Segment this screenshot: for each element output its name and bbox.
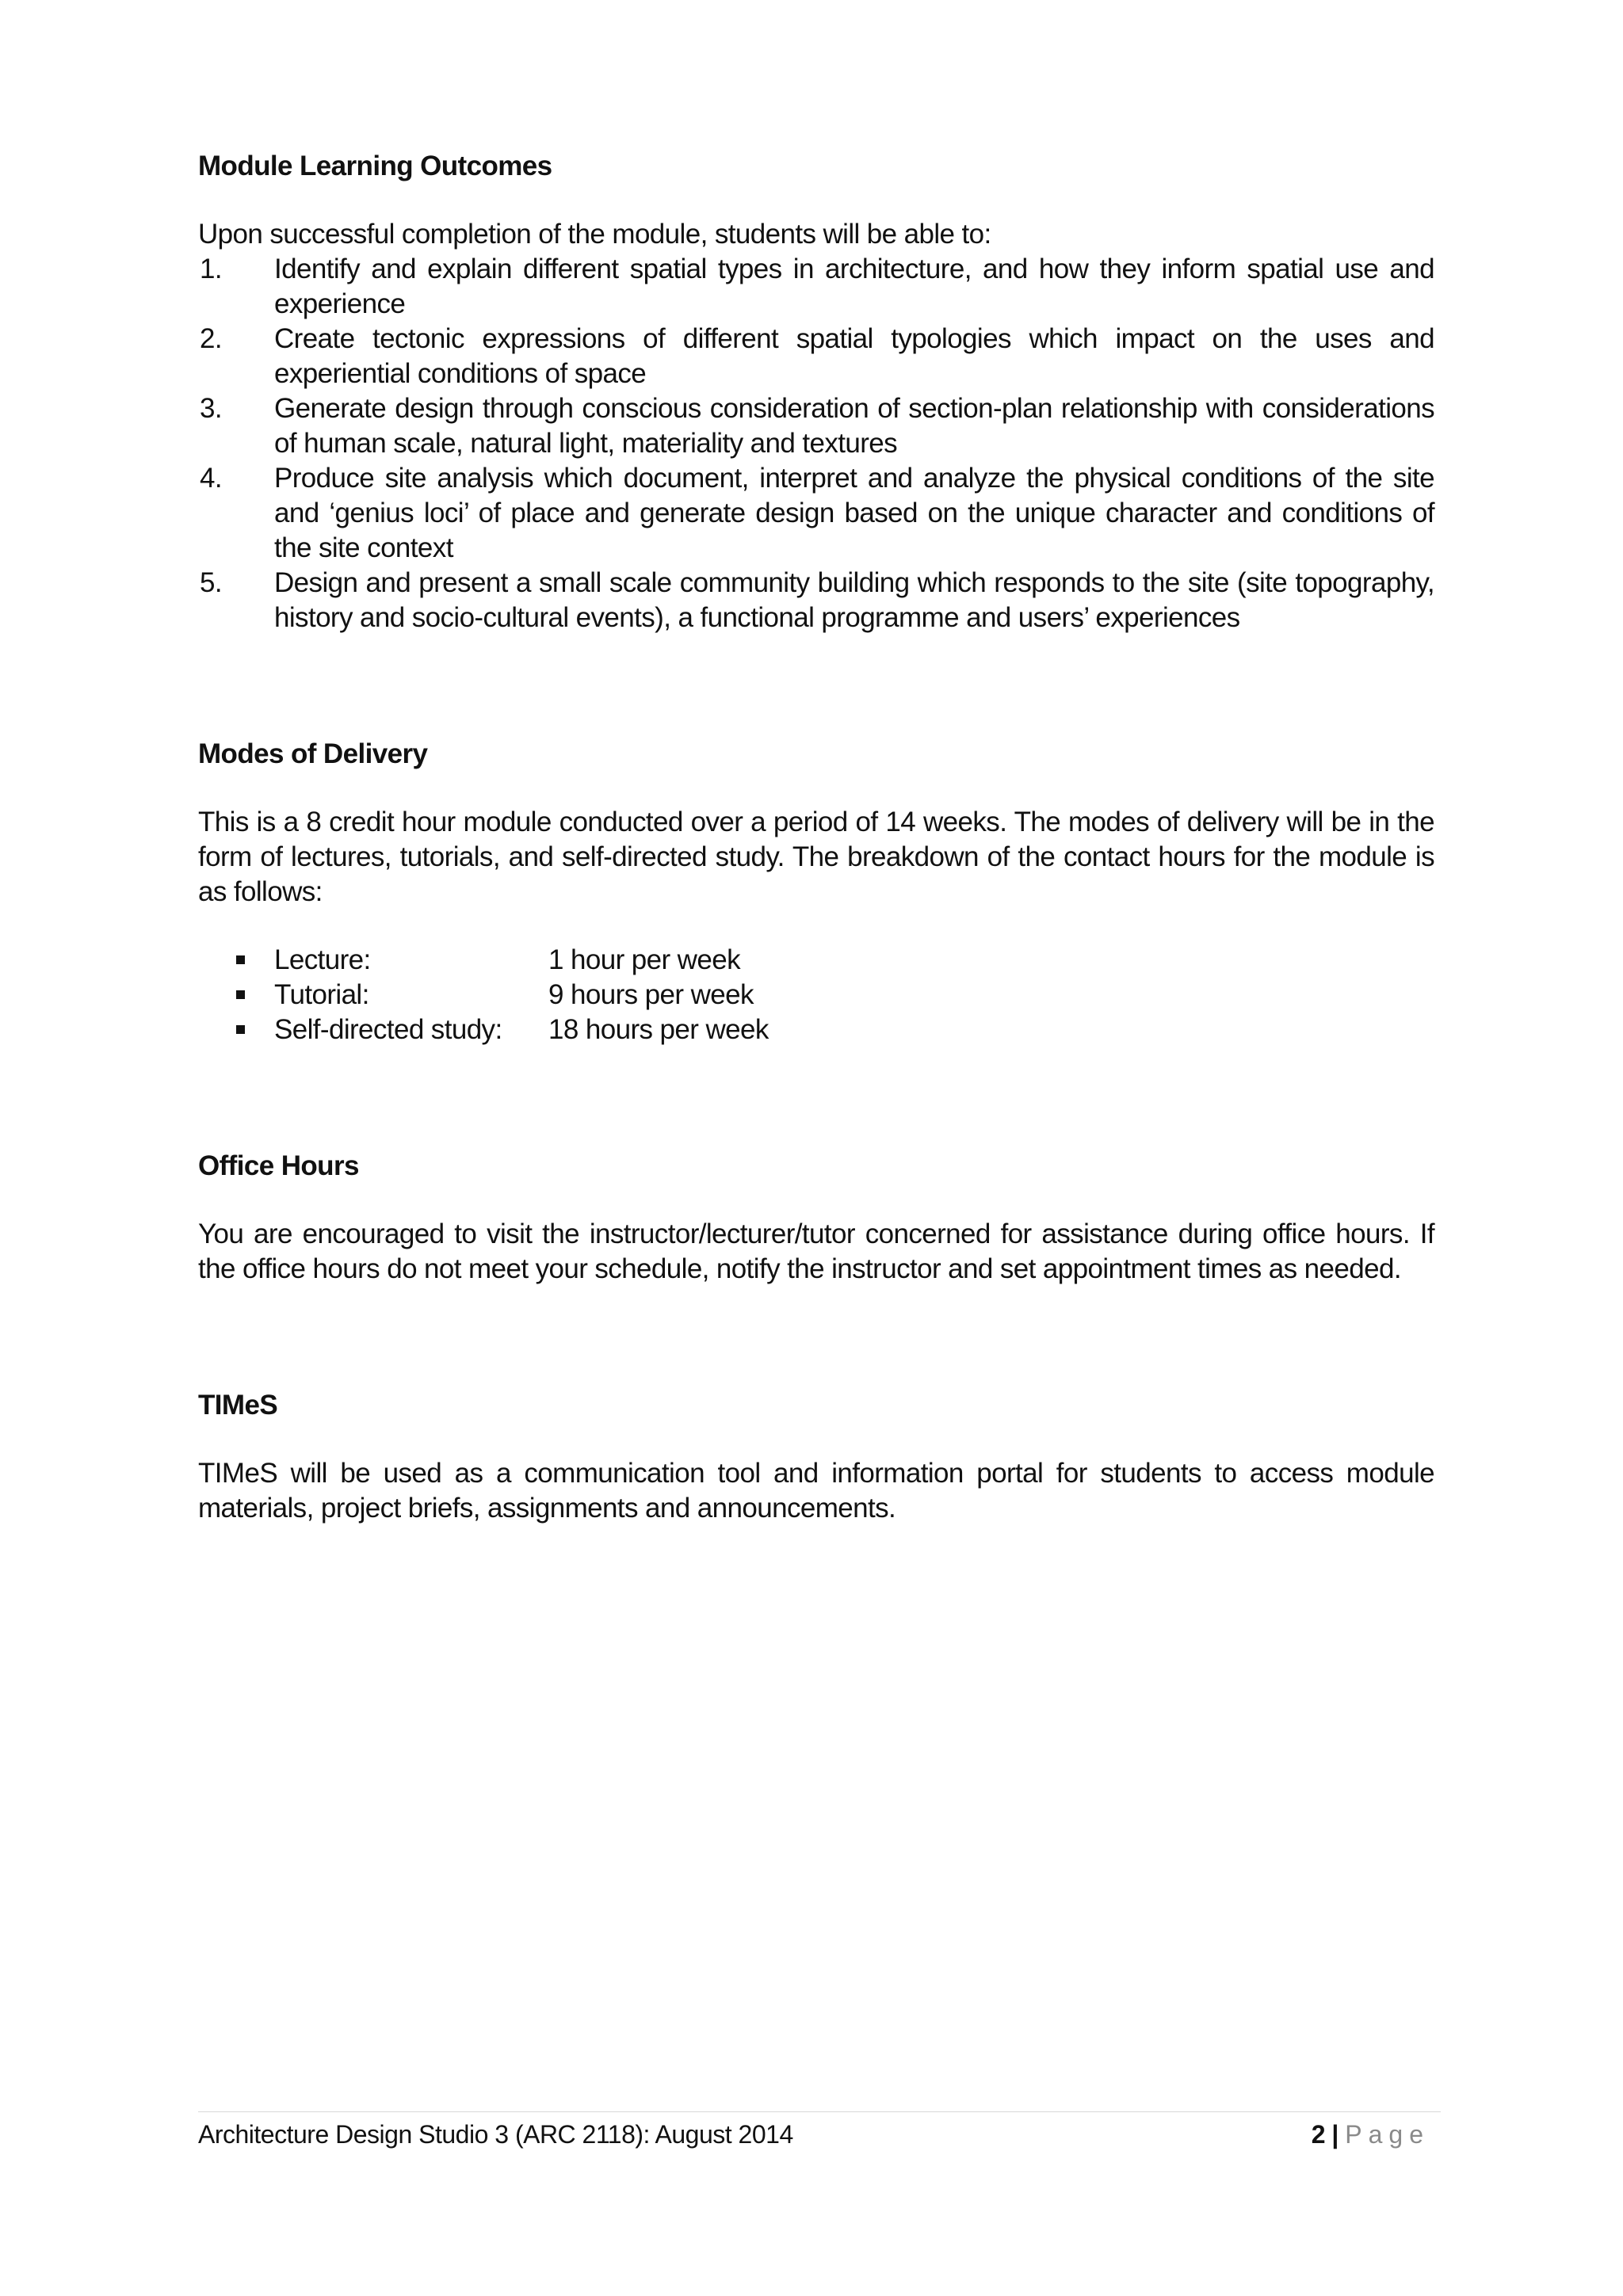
page-word: Page bbox=[1345, 2120, 1430, 2149]
list-item bbox=[236, 978, 1434, 1013]
list-number: 4. bbox=[200, 463, 222, 494]
list-item-text: Design and present a small scale community building which responds to the site (site topography, history and socio-cultural events), a functional programme and users’ experiences bbox=[274, 567, 1434, 633]
list-item bbox=[198, 391, 1434, 461]
list-item-text: Produce site analysis which document, interpret and analyze the physical conditions of the site and ‘genius loci’ of place and generate design based on the unique character and conditions of the site context bbox=[274, 463, 1434, 563]
outcomes-list bbox=[198, 252, 1434, 635]
item-label: Lecture: bbox=[274, 944, 371, 975]
list-number: 2. bbox=[200, 323, 222, 354]
body-paragraph: This is a 8 credit hour module conducted over a period of 14 weeks. The modes of delivery will be in the form of lectures, tutorials, and self-directed study. The breakdown of the contact hours for the module is as follows: bbox=[198, 807, 1434, 907]
list-item bbox=[236, 943, 1434, 978]
item-value: 9 hours per week bbox=[548, 979, 754, 1010]
page-footer bbox=[198, 2111, 1441, 2149]
list-number: 5. bbox=[200, 567, 222, 598]
list-item bbox=[198, 322, 1434, 391]
section-learning-outcomes bbox=[198, 149, 1434, 635]
list-item bbox=[198, 252, 1434, 322]
item-value: 1 hour per week bbox=[548, 944, 740, 975]
footer-course-title: Architecture Design Studio 3 (ARC 2118): August 2014 bbox=[198, 2120, 793, 2149]
section-heading: Modes of Delivery bbox=[198, 738, 428, 769]
item-label: Tutorial: bbox=[274, 979, 369, 1010]
item-value: 18 hours per week bbox=[548, 1014, 769, 1045]
list-number: 3. bbox=[200, 393, 222, 424]
section-heading: TIMeS bbox=[198, 1390, 278, 1421]
body-paragraph: TIMeS will be used as a communication tool and information portal for students to access module materials, project briefs, assignments and announcements. bbox=[198, 1458, 1434, 1524]
list-number: 1. bbox=[200, 254, 222, 284]
page-number: 2 bbox=[1311, 2120, 1326, 2149]
section-office-hours bbox=[198, 1149, 1434, 1287]
intro-paragraph: Upon successful completion of the module, students will be able to: bbox=[198, 219, 991, 250]
section-heading: Office Hours bbox=[198, 1150, 359, 1181]
square-bullet-icon bbox=[236, 955, 245, 964]
section-modes-of-delivery bbox=[198, 737, 1434, 1047]
list-item-text: Create tectonic expressions of different spatial typologies which impact on the uses and experiential conditions of space bbox=[274, 323, 1434, 389]
contact-hours-list bbox=[198, 943, 1434, 1047]
page-content bbox=[198, 149, 1434, 1526]
footer-separator: | bbox=[1331, 2120, 1338, 2149]
square-bullet-icon bbox=[236, 1025, 245, 1034]
list-item bbox=[236, 1013, 1434, 1047]
section-heading: Module Learning Outcomes bbox=[198, 151, 552, 181]
list-item-text: Identify and explain different spatial types in architecture, and how they inform spatial use and experience bbox=[274, 254, 1434, 319]
list-item bbox=[198, 461, 1434, 566]
body-paragraph: You are encouraged to visit the instructor/lecturer/tutor concerned for assistance during office hours. If the office hours do not meet your schedule, notify the instructor and set appointment times as needed. bbox=[198, 1219, 1434, 1284]
square-bullet-icon bbox=[236, 990, 245, 999]
item-label: Self-directed study: bbox=[274, 1014, 502, 1045]
footer-page-indicator bbox=[1312, 2119, 1430, 2150]
section-times bbox=[198, 1388, 1434, 1526]
list-item-text: Generate design through conscious consideration of section-plan relationship with considerations of human scale, natural light, materiality and textures bbox=[274, 393, 1434, 459]
list-item bbox=[198, 566, 1434, 635]
